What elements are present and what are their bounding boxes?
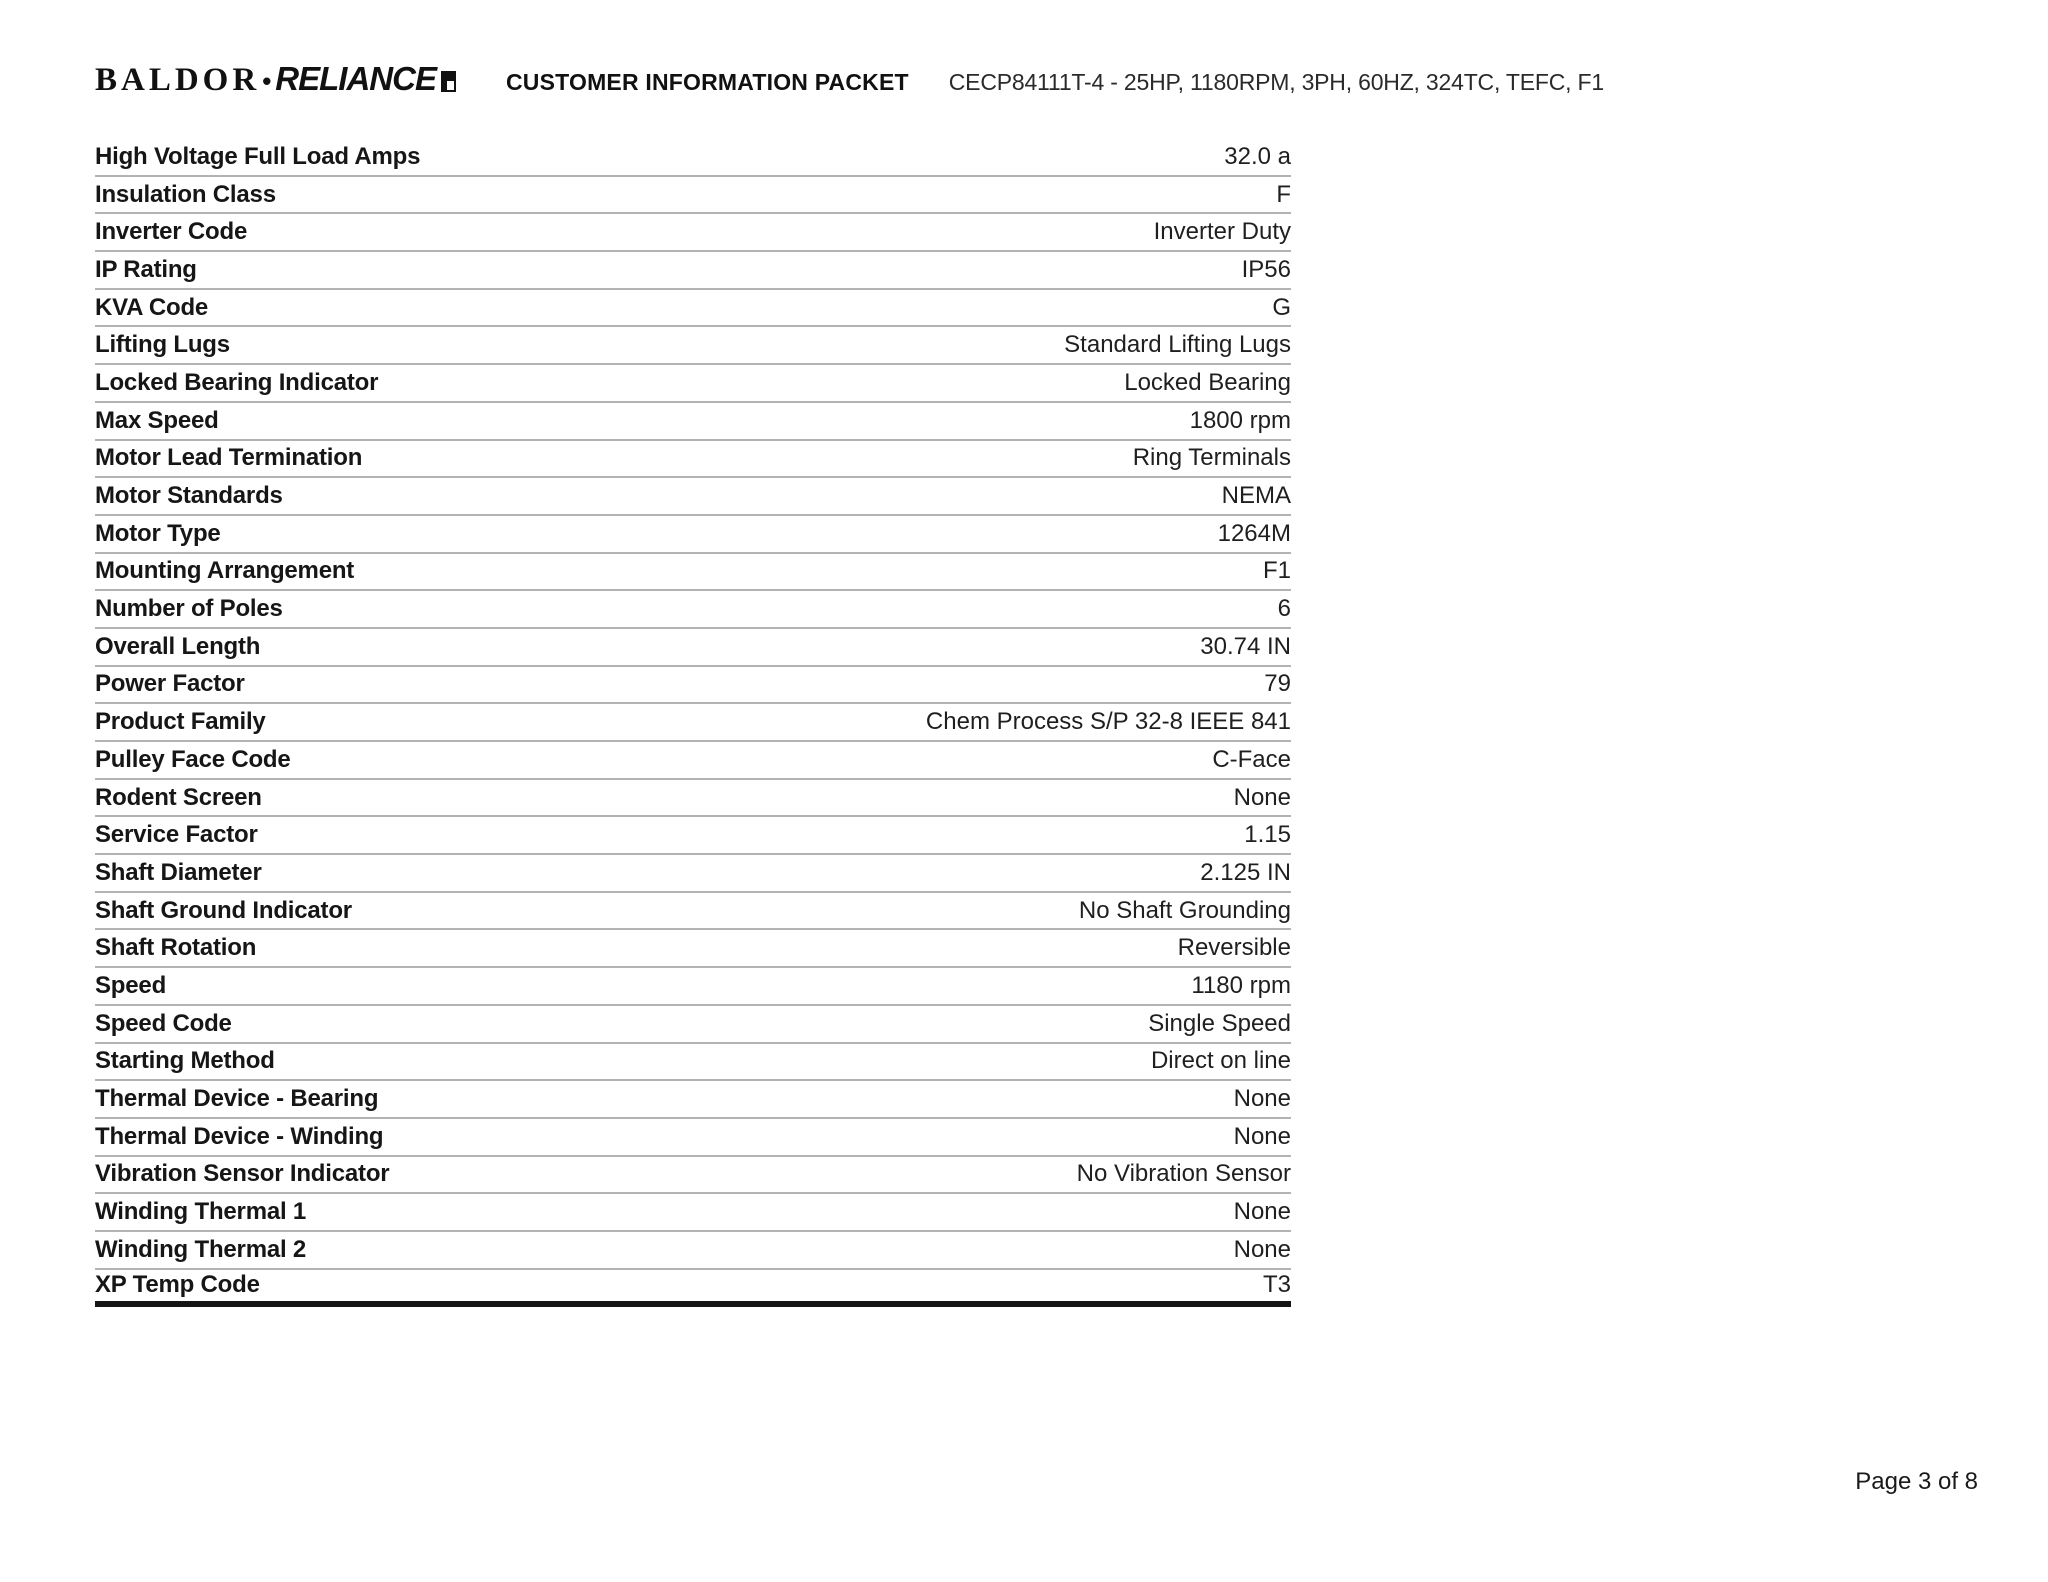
- spec-table-row: [95, 1119, 1291, 1157]
- spec-table-row: [95, 214, 1291, 252]
- spec-table-row: [95, 139, 1291, 177]
- spec-table-row: [95, 780, 1291, 818]
- page-header: [95, 60, 1988, 99]
- spec-table-row: [95, 177, 1291, 215]
- spec-value: IP56: [1241, 255, 1291, 283]
- spec-value: 1800 rpm: [1189, 406, 1291, 434]
- spec-table-row: [95, 1081, 1291, 1119]
- spec-table-row: [95, 893, 1291, 931]
- spec-value: G: [1272, 293, 1291, 321]
- spec-table-row: [95, 817, 1291, 855]
- spec-table-row: [95, 667, 1291, 705]
- spec-table-row: [95, 742, 1291, 780]
- spec-table-row: [95, 478, 1291, 516]
- spec-label: Motor Type: [95, 519, 221, 547]
- spec-value: Locked Bearing: [1124, 368, 1291, 396]
- spec-table-row: [95, 252, 1291, 290]
- baldor-reliance-logo: [95, 60, 456, 99]
- spec-table-row: [95, 591, 1291, 629]
- logo-reliance-text: RELIANCE: [275, 60, 436, 97]
- spec-value: Single Speed: [1148, 1009, 1291, 1037]
- spec-label: Mounting Arrangement: [95, 557, 355, 585]
- spec-table-row: [95, 1006, 1291, 1044]
- spec-label: Winding Thermal 1: [95, 1198, 307, 1226]
- spec-table-row: [95, 441, 1291, 479]
- spec-table-row: [95, 554, 1291, 592]
- spec-table-row: [95, 403, 1291, 441]
- spec-label: Overall Length: [95, 632, 261, 660]
- spec-table-row: [95, 1044, 1291, 1082]
- spec-label: Motor Standards: [95, 482, 283, 510]
- spec-table: [95, 139, 1291, 1307]
- spec-label: Winding Thermal 2: [95, 1235, 307, 1263]
- spec-value: Standard Lifting Lugs: [1064, 331, 1291, 359]
- spec-label: Motor Lead Termination: [95, 444, 363, 472]
- spec-value: 1.15: [1244, 821, 1291, 849]
- spec-label: Vibration Sensor Indicator: [95, 1160, 390, 1188]
- spec-value: 1180 rpm: [1191, 971, 1291, 999]
- spec-value: No Vibration Sensor: [1076, 1160, 1291, 1188]
- spec-label: Shaft Rotation: [95, 934, 257, 962]
- spec-value: None: [1233, 1085, 1291, 1113]
- baldor-reliance-logo-mark-icon: [441, 71, 456, 92]
- spec-label: Pulley Face Code: [95, 745, 291, 773]
- spec-label: Max Speed: [95, 406, 219, 434]
- spec-label: KVA Code: [95, 293, 209, 321]
- spec-value: Reversible: [1177, 934, 1291, 962]
- spec-value: 30.74 IN: [1200, 632, 1291, 660]
- spec-label: XP Temp Code: [95, 1271, 260, 1299]
- product-spec-line: CECP84111T-4 - 25HP, 1180RPM, 3PH, 60HZ, 324TC, TEFC, F1: [948, 69, 1604, 95]
- spec-table-row: [95, 629, 1291, 667]
- spec-table-row: [95, 855, 1291, 893]
- spec-table-row: [95, 1157, 1291, 1195]
- spec-table-row: [95, 516, 1291, 554]
- logo-dot-separator: •: [262, 66, 272, 96]
- spec-label: Speed: [95, 971, 167, 999]
- spec-label: Product Family: [95, 708, 266, 736]
- spec-label: Thermal Device - Bearing: [95, 1085, 379, 1113]
- spec-value: None: [1233, 1122, 1291, 1150]
- spec-label: Locked Bearing Indicator: [95, 368, 379, 396]
- page-number-indicator: Page 3 of 8: [1855, 1468, 1978, 1495]
- spec-value: Ring Terminals: [1132, 444, 1291, 472]
- spec-label: Service Factor: [95, 821, 258, 849]
- spec-value: 6: [1277, 595, 1291, 623]
- spec-table-row: [95, 968, 1291, 1006]
- spec-value: Inverter Duty: [1153, 218, 1291, 246]
- spec-label: Insulation Class: [95, 180, 276, 208]
- spec-label: IP Rating: [95, 255, 197, 283]
- spec-table-row: [95, 930, 1291, 968]
- spec-table-row: [95, 1270, 1291, 1308]
- spec-table-row: [95, 327, 1291, 365]
- spec-table-row: [95, 704, 1291, 742]
- spec-value: Chem Process S/P 32-8 IEEE 841: [925, 708, 1291, 736]
- spec-label: Lifting Lugs: [95, 331, 230, 359]
- spec-table-row: [95, 1232, 1291, 1270]
- spec-value: F1: [1262, 557, 1291, 585]
- spec-label: Power Factor: [95, 670, 245, 698]
- spec-label: Starting Method: [95, 1047, 275, 1075]
- spec-value: T3: [1262, 1271, 1291, 1299]
- spec-value: None: [1233, 783, 1291, 811]
- spec-value: NEMA: [1221, 482, 1291, 510]
- spec-label: Shaft Diameter: [95, 858, 262, 886]
- spec-value: None: [1233, 1198, 1291, 1226]
- spec-value: 79: [1264, 670, 1291, 698]
- spec-label: Shaft Ground Indicator: [95, 896, 352, 924]
- spec-value: F: [1276, 180, 1291, 208]
- spec-value: 32.0 a: [1224, 142, 1291, 170]
- spec-value: None: [1233, 1235, 1291, 1263]
- logo-baldor-text: BALDOR: [95, 62, 261, 98]
- spec-value: 2.125 IN: [1200, 858, 1291, 886]
- spec-table-row: [95, 365, 1291, 403]
- spec-value: Direct on line: [1150, 1047, 1291, 1075]
- spec-value: 1264M: [1217, 519, 1291, 547]
- document-title: CUSTOMER INFORMATION PACKET: [505, 69, 909, 95]
- spec-table-row: [95, 290, 1291, 328]
- spec-value: C-Face: [1212, 745, 1291, 773]
- spec-label: Number of Poles: [95, 595, 283, 623]
- spec-value: No Shaft Grounding: [1078, 896, 1291, 924]
- spec-label: Rodent Screen: [95, 783, 262, 811]
- spec-label: Inverter Code: [95, 218, 248, 246]
- spec-label: Speed Code: [95, 1009, 232, 1037]
- spec-table-row: [95, 1194, 1291, 1232]
- spec-label: High Voltage Full Load Amps: [95, 142, 421, 170]
- spec-label: Thermal Device - Winding: [95, 1122, 384, 1150]
